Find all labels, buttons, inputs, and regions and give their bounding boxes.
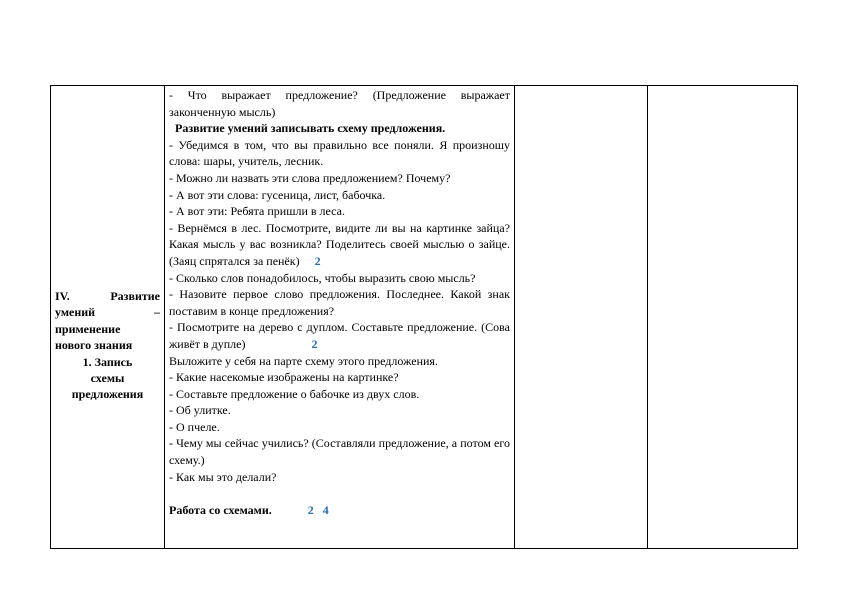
- lesson-table: [50, 85, 798, 549]
- slide-marker: 2: [311, 336, 318, 351]
- stage-subitem: предложения: [71, 387, 144, 402]
- stage-text: [51, 288, 164, 403]
- stage-word: применение: [55, 321, 121, 336]
- paragraph: - Что выражает предложение? (Предложение выражает законченную мысль): [169, 88, 510, 119]
- paragraph: [169, 319, 510, 352]
- slide-marker: 4: [322, 502, 329, 517]
- paragraph: - О пчеле.: [169, 419, 220, 434]
- content-cell: [165, 86, 515, 549]
- paragraph: - Сколько слов понадобилось, чтобы выразить свою мысль?: [169, 270, 476, 285]
- stage-word: нового знания: [55, 338, 133, 353]
- paragraph: - А вот эти слова: гусеница, лист, бабочка.: [169, 187, 386, 202]
- paragraph-text: - Вернёмся в лес. Посмотрите, видите ли вы на картинке зайца? Какая мысль у вас возникла? Поделитесь своей мыслью о зайце. (Заяц спрятался за пенёк): [169, 220, 510, 268]
- paragraph: - Какие насекомые изображены на картинке?: [169, 370, 399, 385]
- stage-word: Развитие: [110, 289, 160, 303]
- stage-subitem: 1. Запись: [82, 354, 133, 369]
- empty-cell: [648, 86, 798, 549]
- stage-cell: [51, 86, 165, 549]
- stage-number: IV.: [55, 289, 70, 303]
- lesson-content: [165, 86, 514, 518]
- paragraph: Выложите у себя на парте схему этого предложения.: [169, 353, 438, 368]
- paragraph-text: - Посмотрите на дерево с дуплом. Составьте предложение. (Сова живёт в дупле): [169, 320, 510, 351]
- table-row: [51, 86, 798, 549]
- spacer: [169, 485, 510, 502]
- stage-dash: –: [154, 305, 160, 320]
- paragraph: - Об улитке.: [169, 403, 231, 418]
- slide-marker: 2: [307, 502, 314, 517]
- stage-word: умений: [55, 305, 96, 320]
- empty-cell: [515, 86, 648, 549]
- work-title: Работа со схемами.: [169, 502, 272, 517]
- paragraph: - Назовите первое слово предложения. Последнее. Какой знак поставим в конце предложения?: [169, 287, 510, 318]
- paragraph: - Составьте предложение о бабочке из двух слов.: [169, 386, 420, 401]
- paragraph: - Как мы это делали?: [169, 469, 277, 484]
- paragraph: - Убедимся в том, что вы правильно все поняли. Я произношу слова: шары, учитель, лесник.: [169, 137, 510, 169]
- section-heading: [169, 502, 510, 519]
- section-heading: Развитие умений записывать схему предложения.: [175, 121, 446, 136]
- paragraph: - Можно ли назвать эти слова предложением? Почему?: [169, 170, 451, 185]
- stage-subitem: схемы: [90, 371, 125, 386]
- paragraph: - А вот эти: Ребята пришли в леса.: [169, 204, 345, 219]
- slide-marker: 2: [314, 253, 321, 268]
- paragraph: - Чему мы сейчас учились? (Составляли предложение, а потом его схему.): [169, 436, 510, 468]
- paragraph: [169, 220, 510, 270]
